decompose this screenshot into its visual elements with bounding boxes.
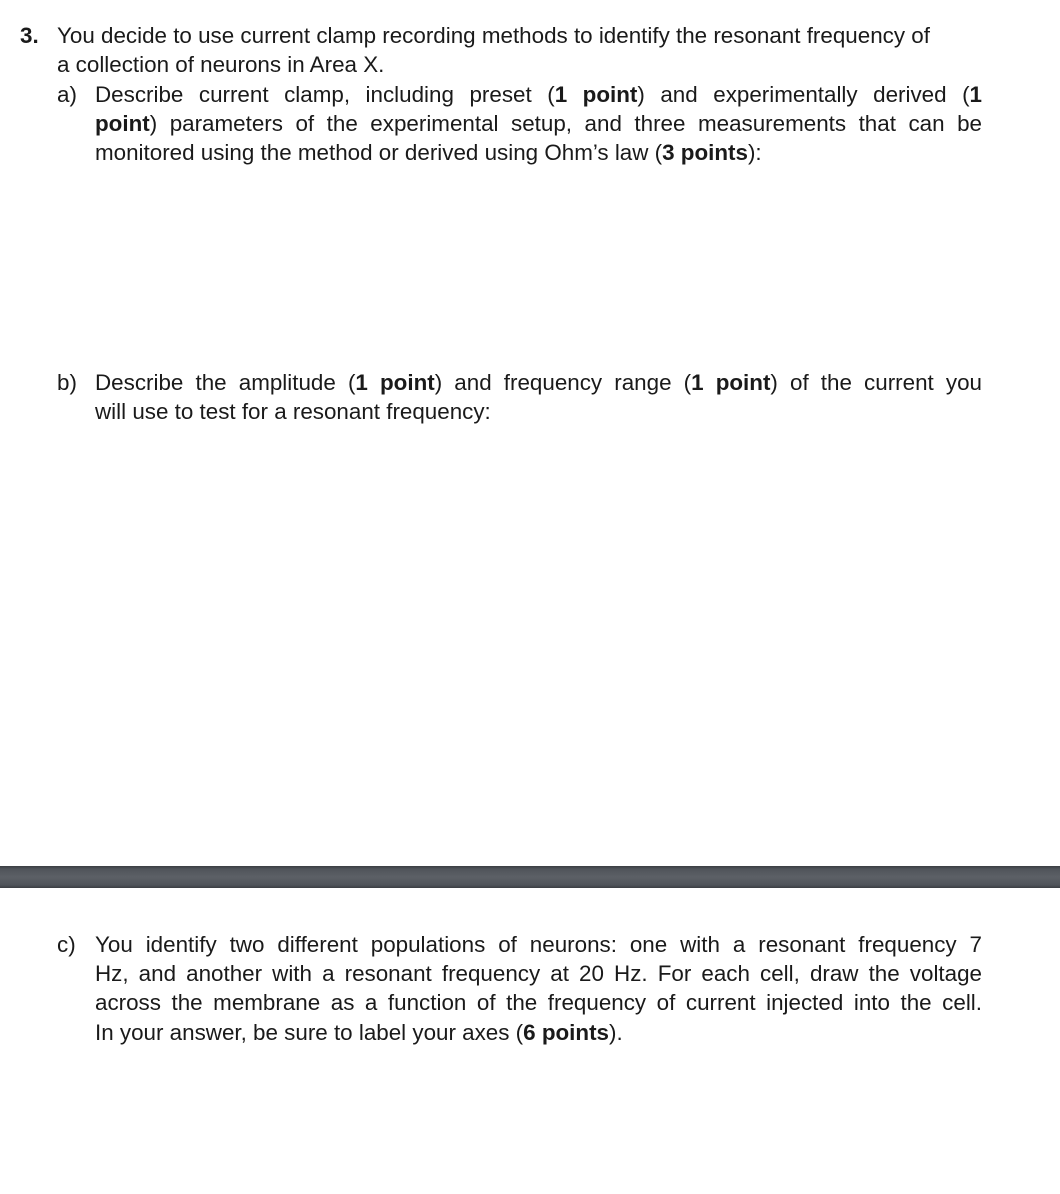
part-b-points: 1 point (355, 370, 435, 395)
part-b-text (95, 368, 982, 426)
part-b-text-segment: ) of the current you (770, 370, 982, 395)
part-c-line-1: You identify two different populations of neurons: one with a resonant frequency 7 (95, 932, 982, 957)
part-c-points: 6 points (523, 1019, 609, 1045)
part-a-points: point (95, 111, 150, 137)
question-intro (20, 21, 980, 50)
part-c-line-4 (95, 1018, 982, 1047)
part-a-text-segment: ) parameters of the experimental setup, and three measurements that can be (149, 111, 982, 137)
part-c-label: c) (57, 932, 76, 957)
question-3 (20, 21, 980, 79)
part-a-line-3 (95, 138, 982, 167)
part-b-points: 1 point (691, 370, 771, 395)
question-number: 3. (20, 23, 39, 48)
part-a-label: a) (57, 82, 77, 107)
part-c-text (95, 930, 982, 1047)
part-c-text-segment: ). (608, 1019, 623, 1045)
part-b-text-segment: Describe the amplitude ( (95, 370, 356, 395)
part-a-text (95, 80, 982, 168)
part-a-text-segment: ) and experimentally derived ( (637, 82, 970, 107)
part-c (57, 930, 982, 1047)
part-a-line-1 (95, 80, 982, 109)
part-a-points: 1 point (554, 82, 638, 107)
part-c-line-3: across the membrane as a function of the frequency of current injected into the cell. (95, 990, 982, 1016)
part-b-line-2: will use to test for a resonant frequency: (95, 399, 491, 425)
part-a-points: 1 (969, 82, 982, 107)
question-intro-line-1: You decide to use current clamp recording methods to identify the resonant frequency of (57, 23, 930, 48)
part-a-text-segment: Describe current clamp, including preset ( (95, 82, 555, 107)
question-intro-line-2: a collection of neurons in Area X. (57, 52, 385, 78)
part-c-text-segment: In your answer, be sure to label your axes ( (95, 1019, 524, 1045)
part-b-text-segment: ) and frequency range ( (434, 370, 692, 395)
part-c-line-2: Hz, and another with a resonant frequency at 20 Hz. For each cell, draw the voltage (95, 961, 982, 987)
part-b (57, 368, 982, 426)
part-a (57, 80, 982, 168)
part-a-points: 3 points (662, 140, 748, 166)
part-b-label: b) (57, 370, 77, 395)
page-divider (0, 866, 1060, 888)
part-a-line-2 (95, 109, 982, 138)
page-bottom (0, 888, 1060, 1194)
part-a-text-segment: ): (747, 140, 762, 166)
part-b-line-1 (95, 368, 982, 397)
part-a-text-segment: monitored using the method or derived using Ohm’s law ( (95, 140, 663, 166)
